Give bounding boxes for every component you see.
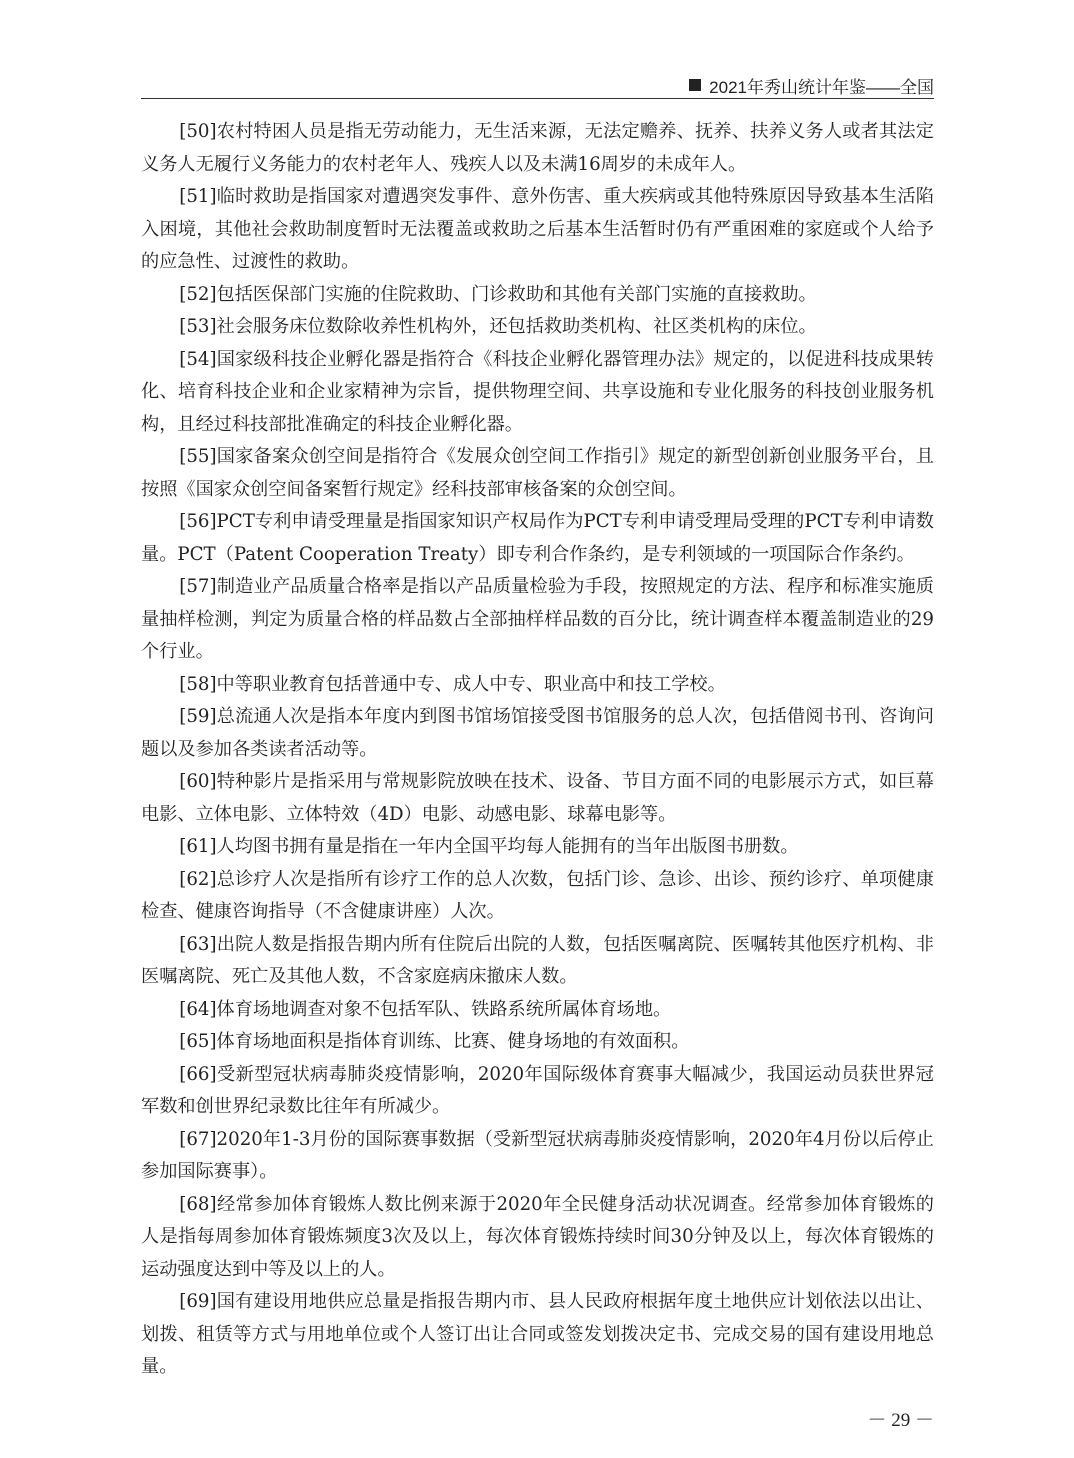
- note-paragraph: [58]中等职业教育包括普通中专、成人中专、职业高中和技工学校。: [179, 673, 726, 695]
- note-paragraph: [65]体育场地面积是指体育训练、比赛、健身场地的有效面积。: [179, 1031, 690, 1052]
- header-square-icon: [689, 79, 701, 91]
- note-paragraph: [66]受新型冠状病毒肺炎疫情影响，2020年国际级体育赛事大幅减少，我国运动员获世界冠军数和创世界纪录数比往年有所减少。: [141, 1063, 934, 1117]
- note-paragraph: [59]总流通人次是指本年度内到图书馆场馆接受图书馆服务的总人次，包括借阅书刊、咨询问题以及参加各类读者活动等。: [141, 706, 934, 760]
- note-paragraph: [61]人均图书拥有量是指在一年内全国平均每人能拥有的当年出版图书册数。: [179, 836, 799, 857]
- page-number: － 29 －: [867, 1410, 934, 1431]
- note-paragraph: [57]制造业产品质量合格率是指以产品质量检验为手段，按照规定的方法、程序和标准实施质量抽样检测，判定为质量合格的样品数占全部抽样样品数的百分比，统计调查样本覆盖制造业的29个行业。: [141, 576, 934, 662]
- note-paragraph: [56]PCT专利申请受理量是指国家知识产权局作为PCT专利申请受理局受理的PCT专利申请数量。PCT（Patent Cooperation Treaty）即专利合作条约，是专利领域的一项国际合作条约。: [141, 511, 934, 565]
- note-paragraph: [50]农村特困人员是指无劳动能力，无生活来源，无法定赡养、抚养、扶养义务人或者其法定义务人无履行义务能力的农村老年人、残疾人以及未满16周岁的未成年人。: [141, 121, 934, 175]
- note-paragraph: [53]社会服务床位数除收养性机构外，还包括救助类机构、社区类机构的床位。: [179, 316, 817, 337]
- note-paragraph: [62]总诊疗人次是指所有诊疗工作的总人次数，包括门诊、急诊、出诊、预约诊疗、单项健康检查、健康咨询指导（不含健康讲座）人次。: [141, 868, 934, 922]
- notes-body: [141, 116, 934, 1384]
- header-title: 2021年秀山统计年鉴——全国: [709, 77, 934, 97]
- note-paragraph: [60]特种影片是指采用与常规影院放映在技术、设备、节目方面不同的电影展示方式，如巨幕电影、立体电影、立体特效（4D）电影、动感电影、球幕电影等。: [141, 771, 934, 825]
- note-paragraph: [52]包括医保部门实施的住院救助、门诊救助和其他有关部门实施的直接救助。: [179, 283, 817, 305]
- note-paragraph: [64]体育场地调查对象不包括军队、铁路系统所属体育场地。: [179, 998, 672, 1020]
- note-paragraph: [63]出院人数是指报告期内所有住院后出院的人数，包括医嘱离院、医嘱转其他医疗机构、非医嘱离院、死亡及其他人数，不含家庭病床撤床人数。: [141, 933, 934, 987]
- note-paragraph: [54]国家级科技企业孵化器是指符合《科技企业孵化器管理办法》规定的，以促进科技成果转化、培育科技企业和企业家精神为宗旨，提供物理空间、共享设施和专业化服务的科技创业服务机构，且经过科技部批准确定的科技企业孵化器。: [141, 348, 934, 435]
- note-paragraph: [68]经常参加体育锻炼人数比例来源于2020年全民健身活动状况调查。经常参加体育锻炼的人是指每周参加体育锻炼频度3次及以上，每次体育锻炼持续时间30分钟及以上，每次体育锻炼的运动强度达到中等及以上的人。: [141, 1193, 934, 1280]
- running-header: [141, 72, 934, 99]
- note-paragraph: [55]国家备案众创空间是指符合《发展众创空间工作指引》规定的新型创新创业服务平台，且按照《国家众创空间备案暂行规定》经科技部审核备案的众创空间。: [141, 446, 934, 500]
- note-paragraph: [67]2020年1-3月份的国际赛事数据（受新型冠状病毒肺炎疫情影响，2020年4月份以后停止参加国际赛事）。: [141, 1128, 934, 1182]
- note-paragraph: [51]临时救助是指国家对遭遇突发事件、意外伤害、重大疾病或其他特殊原因导致基本生活陷入困境，其他社会救助制度暂时无法覆盖或救助之后基本生活暂时仍有严重困难的家庭或个人给予的应急性、过渡性的救助。: [141, 186, 934, 272]
- note-paragraph: [69]国有建设用地供应总量是指报告期内市、县人民政府根据年度土地供应计划依法以出让、划拨、租赁等方式与用地单位或个人签订出让合同或签发划拨决定书、完成交易的国有建设用地总量。: [141, 1291, 934, 1377]
